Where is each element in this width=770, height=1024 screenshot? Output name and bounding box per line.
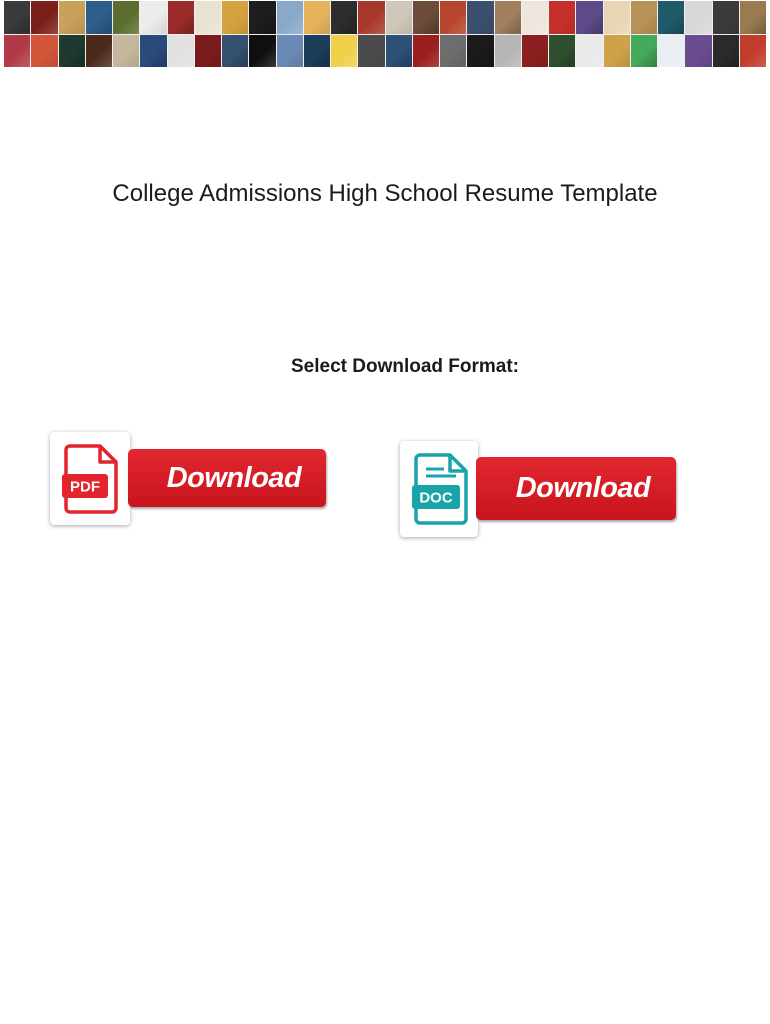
- pdf-download-label: Download: [166, 461, 302, 494]
- banner-thumbnail: [277, 1, 303, 34]
- banner-thumbnail: [168, 1, 194, 34]
- banner-thumbnail: [249, 35, 275, 68]
- banner-thumbnail: [522, 1, 548, 34]
- banner-thumbnail: [86, 35, 112, 68]
- banner-thumbnail: [31, 1, 57, 34]
- banner-thumbnail: [140, 35, 166, 68]
- banner-thumbnail: [467, 1, 493, 34]
- banner-thumbnail: [86, 1, 112, 34]
- banner-thumbnail: [304, 35, 330, 68]
- banner-thumbnail: [631, 35, 657, 68]
- banner-thumbnail: [304, 1, 330, 34]
- banner-thumbnail: [576, 35, 602, 68]
- banner-thumbnail: [222, 1, 248, 34]
- pdf-icon-label: PDF: [70, 478, 100, 495]
- banner-thumbnail: [358, 1, 384, 34]
- doc-document-icon: [410, 453, 468, 525]
- banner-thumbnail: [4, 1, 30, 34]
- doc-download-label: Download: [515, 472, 651, 504]
- banner-thumbnail: [604, 35, 630, 68]
- banner-thumbnail: [495, 1, 521, 34]
- pdf-file-icon[interactable]: [50, 432, 130, 525]
- banner-thumbnail: [331, 1, 357, 34]
- banner-thumbnail: [467, 35, 493, 68]
- banner-thumbnail: [713, 35, 739, 68]
- banner-thumbnail: [386, 35, 412, 68]
- banner-thumbnail: [685, 1, 711, 34]
- banner-thumbnail: [713, 1, 739, 34]
- banner-thumbnail: [113, 35, 139, 68]
- pdf-download-button[interactable]: [128, 449, 326, 507]
- format-heading: Select Download Format:: [290, 356, 520, 377]
- banner-thumbnail: [195, 35, 221, 68]
- banner-thumbnail: [113, 1, 139, 34]
- banner-thumbnail: [358, 35, 384, 68]
- banner-thumbnail: [413, 1, 439, 34]
- banner-thumbnail: [658, 1, 684, 34]
- pdf-download-group[interactable]: [50, 432, 330, 527]
- banner-thumbnail: [413, 35, 439, 68]
- doc-download-group[interactable]: [400, 441, 680, 538]
- banner-thumbnail: [658, 35, 684, 68]
- banner-thumbnail: [222, 35, 248, 68]
- banner-thumbnail: [440, 1, 466, 34]
- banner-thumbnail: [4, 35, 30, 68]
- doc-icon-label: DOC: [419, 489, 453, 507]
- page-title: College Admissions High School Resume Template: [112, 180, 658, 207]
- banner-thumbnail: [631, 1, 657, 34]
- banner-thumbnail: [549, 1, 575, 34]
- banner-thumbnail: [140, 1, 166, 34]
- banner-thumbnail: [740, 35, 766, 68]
- banner-thumbnail: [249, 1, 275, 34]
- banner-thumbnail: [740, 1, 766, 34]
- banner-thumbnail: [604, 1, 630, 34]
- banner-thumbnail: [59, 1, 85, 34]
- banner-thumbnail: [195, 1, 221, 34]
- doc-download-button[interactable]: [476, 457, 676, 520]
- banner-thumbnail: [522, 35, 548, 68]
- banner-thumbnail: [440, 35, 466, 68]
- banner-thumbnail: [576, 1, 602, 34]
- thumbnail-banner: [4, 1, 766, 67]
- banner-thumbnail: [59, 35, 85, 68]
- pdf-document-icon: [62, 444, 118, 514]
- banner-thumbnail: [685, 35, 711, 68]
- banner-thumbnail: [31, 35, 57, 68]
- banner-thumbnail: [277, 35, 303, 68]
- banner-thumbnail: [386, 1, 412, 34]
- banner-thumbnail: [331, 35, 357, 68]
- doc-file-icon[interactable]: [400, 441, 478, 537]
- banner-thumbnail: [495, 35, 521, 68]
- banner-thumbnail: [168, 35, 194, 68]
- banner-thumbnail: [549, 35, 575, 68]
